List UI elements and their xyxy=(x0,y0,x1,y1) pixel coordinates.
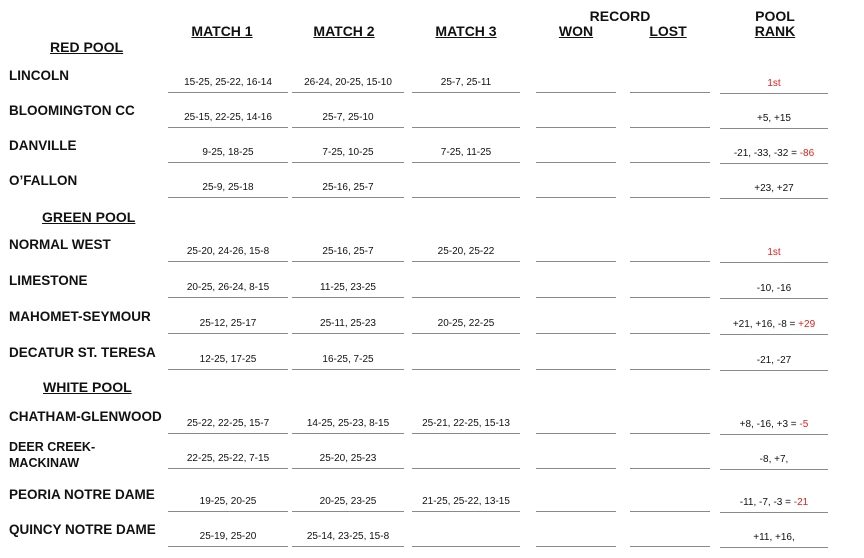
rank-value: -21, -33, -32 = xyxy=(733,148,800,159)
pool-rank xyxy=(720,531,828,548)
match2-score: 11-25, 23-25 xyxy=(292,281,404,298)
rank-value: -10, -16 xyxy=(756,283,792,294)
team-name xyxy=(9,309,151,325)
pool-rank xyxy=(720,318,828,335)
team-name-line1: DECATUR ST. TERESA xyxy=(9,345,156,360)
match2-score: 25-16, 25-7 xyxy=(292,181,404,198)
team-name-line1: CHATHAM-GLENWOOD xyxy=(9,409,162,424)
rank-value: +23, +27 xyxy=(754,183,794,194)
lost-value xyxy=(630,111,710,128)
won-value xyxy=(536,111,616,128)
pool-title: GREEN POOL xyxy=(42,209,136,225)
match1-score: 25-12, 25-17 xyxy=(168,317,288,334)
match3-score: 25-20, 25-22 xyxy=(412,245,520,262)
match3-score xyxy=(412,281,520,298)
won-value xyxy=(536,417,616,434)
rank-value: +21, +16, -8 = xyxy=(732,319,799,330)
lost-value xyxy=(630,452,710,469)
match3-score xyxy=(412,353,520,370)
team-name xyxy=(9,487,155,503)
team-name xyxy=(9,439,95,471)
team-name xyxy=(9,345,156,361)
match2-score: 25-11, 25-23 xyxy=(292,317,404,334)
match1-score: 12-25, 17-25 xyxy=(168,353,288,370)
match3-score xyxy=(412,452,520,469)
match3-score: 25-21, 22-25, 15-13 xyxy=(412,417,520,434)
pool-rank xyxy=(720,77,828,94)
match2-score: 25-7, 25-10 xyxy=(292,111,404,128)
lost-value xyxy=(630,495,710,512)
pool-rank xyxy=(720,282,828,299)
won-value xyxy=(536,181,616,198)
match1-score: 9-25, 18-25 xyxy=(168,146,288,163)
rank-highlight: -21 xyxy=(793,497,809,508)
match2-score: 7-25, 10-25 xyxy=(292,146,404,163)
match2-score: 25-20, 25-23 xyxy=(292,452,404,469)
team-name-line1: DEER CREEK- xyxy=(9,440,96,454)
match3-header: MATCH 3 xyxy=(435,23,497,39)
team-name-line1: MAHOMET-SEYMOUR xyxy=(9,309,151,324)
won-value xyxy=(536,245,616,262)
team-name xyxy=(9,103,135,119)
match3-score: 7-25, 11-25 xyxy=(412,146,520,163)
rank-highlight: -5 xyxy=(799,419,809,430)
match2-score: 14-25, 25-23, 8-15 xyxy=(292,417,404,434)
team-name xyxy=(9,409,162,425)
team-name-line2: MACKINAW xyxy=(9,456,80,470)
match3-score xyxy=(412,111,520,128)
match1-score: 20-25, 26-24, 8-15 xyxy=(168,281,288,298)
match3-score xyxy=(412,530,520,547)
won-value xyxy=(536,146,616,163)
match3-score: 25-7, 25-11 xyxy=(412,76,520,93)
lost-value xyxy=(630,281,710,298)
team-name-line1: LINCOLN xyxy=(9,68,69,83)
rank-value: -11, -7, -3 = xyxy=(739,497,794,508)
rank-highlight: 1st xyxy=(767,247,781,258)
match1-score: 25-19, 25-20 xyxy=(168,530,288,547)
won-value xyxy=(536,76,616,93)
match2-score: 25-14, 23-25, 15-8 xyxy=(292,530,404,547)
lost-value xyxy=(630,530,710,547)
team-name-line1: DANVILLE xyxy=(9,138,77,153)
team-name xyxy=(9,237,111,253)
won-value xyxy=(536,281,616,298)
match2-score: 26-24, 20-25, 15-10 xyxy=(292,76,404,93)
lost-value xyxy=(630,417,710,434)
pool-title: RED POOL xyxy=(50,39,124,55)
team-name-line1: BLOOMINGTON CC xyxy=(9,103,135,118)
won-value xyxy=(536,317,616,334)
team-name xyxy=(9,173,77,189)
team-name-line1: QUINCY NOTRE DAME xyxy=(9,522,156,537)
rank-value: +5, +15 xyxy=(757,113,791,124)
match2-header: MATCH 2 xyxy=(313,23,375,39)
team-name xyxy=(9,68,69,84)
pool-rank xyxy=(720,147,828,164)
won-value xyxy=(536,353,616,370)
match1-score: 25-20, 24-26, 15-8 xyxy=(168,245,288,262)
match3-score: 21-25, 25-22, 13-15 xyxy=(412,495,520,512)
rank-highlight: +29 xyxy=(798,319,816,330)
pool-rank xyxy=(720,112,828,129)
match2-score: 16-25, 7-25 xyxy=(292,353,404,370)
match1-header: MATCH 1 xyxy=(191,23,253,39)
pool-title: WHITE POOL xyxy=(43,379,132,395)
record-header: RECORD xyxy=(589,8,651,24)
match3-score: 20-25, 22-25 xyxy=(412,317,520,334)
team-name-line1: NORMAL WEST xyxy=(9,237,111,252)
lost-header: LOST xyxy=(649,23,687,39)
lost-value xyxy=(630,317,710,334)
match1-score: 25-9, 25-18 xyxy=(168,181,288,198)
rank-value: +11, +16, xyxy=(753,532,795,543)
rank-highlight: 1st xyxy=(767,78,781,89)
rank-highlight: -86 xyxy=(799,148,815,159)
team-name xyxy=(9,138,77,154)
won-value xyxy=(536,452,616,469)
pool-rank xyxy=(720,496,828,513)
lost-value xyxy=(630,146,710,163)
pool-rank xyxy=(720,354,828,371)
match2-score: 25-16, 25-7 xyxy=(292,245,404,262)
match1-score: 15-25, 25-22, 16-14 xyxy=(168,76,288,93)
lost-value xyxy=(630,181,710,198)
team-name-line1: PEORIA NOTRE DAME xyxy=(9,487,155,502)
pool-rank xyxy=(720,453,828,470)
lost-value xyxy=(630,76,710,93)
won-header: WON xyxy=(558,23,594,39)
rank-value: +8, -16, +3 = xyxy=(739,419,800,430)
match1-score: 25-15, 22-25, 14-16 xyxy=(168,111,288,128)
won-value xyxy=(536,495,616,512)
team-name-line1: O’FALLON xyxy=(9,173,78,188)
pool-rank xyxy=(720,182,828,199)
match1-score: 19-25, 20-25 xyxy=(168,495,288,512)
team-name xyxy=(9,522,156,538)
match1-score: 25-22, 22-25, 15-7 xyxy=(168,417,288,434)
pool-rank xyxy=(720,246,828,263)
rank-value: -21, -27 xyxy=(756,355,792,366)
match2-score: 20-25, 23-25 xyxy=(292,495,404,512)
match3-score xyxy=(412,181,520,198)
lost-value xyxy=(630,353,710,370)
team-name-line1: LIMESTONE xyxy=(9,273,88,288)
rank-value: -8, +7, xyxy=(759,454,789,465)
pool-rank xyxy=(720,418,828,435)
lost-value xyxy=(630,245,710,262)
rank-header: RANK xyxy=(754,23,796,39)
pool-header: POOL xyxy=(755,8,795,24)
won-value xyxy=(536,530,616,547)
team-name xyxy=(9,273,88,289)
match1-score: 22-25, 25-22, 7-15 xyxy=(168,452,288,469)
